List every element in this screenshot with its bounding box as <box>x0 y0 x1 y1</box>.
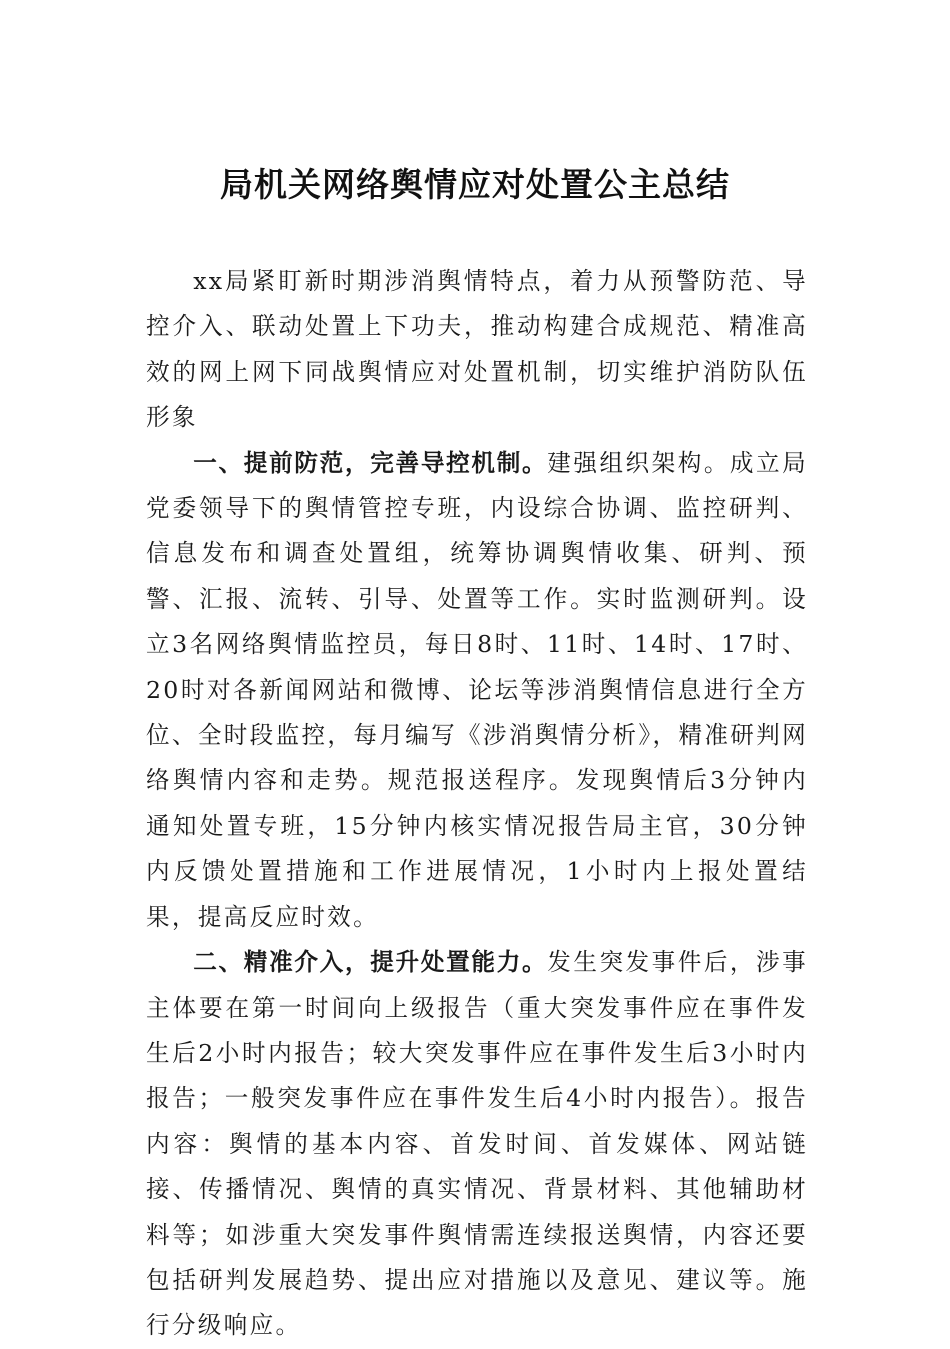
section-2-paragraph <box>146 940 808 1349</box>
section-1-paragraph <box>146 441 808 940</box>
document-body <box>146 259 808 1349</box>
section-1-body: 建强组织架构。成立局党委领导下的舆情管控专班，内设综合协调、监控研判、信息发布和调查处置组，统筹协调舆情收集、研判、预警、汇报、流转、引导、处置等工作。实时监测研判。设立3名网络舆情监控员，每日8时、11时、14时、17时、20时对各新闻网站和微博、论坛等涉消舆情信息进行全方位、全时段监控，每月编写《涉消舆情分析》，精准研判网络舆情内容和走势。规范报送程序。发现舆情后3分钟内通知处置专班，15分钟内核实情况报告局主官，30分钟内反馈处置措施和工作进展情况，1小时内上报处置结果，提高反应时效。 <box>146 448 809 931</box>
document-title: 局机关网络舆情应对处置公主总结 <box>220 165 730 204</box>
section-1-heading: 一、提前防范，完善导控机制。 <box>193 448 548 477</box>
section-2-heading: 二、精准介入，提升处置能力。 <box>193 948 548 977</box>
section-2-body: 发生突发事件后，涉事主体要在第一时间向上级报告（重大突发事件应在事件发生后2小时内报告；较大突发事件应在事件发生后3小时内报告；一般突发事件应在事件发生后4小时内报告）。报告内容：舆情的基本内容、首发时间、首发媒体、网站链接、传播情况、舆情的真实情况、背景材料、其他辅助材料等；如涉重大突发事件舆情需连续报送舆情，内容还要包括研判发展趋势、提出应对措施以及意见、建议等。施行分级响应。 <box>146 948 809 1340</box>
intro-paragraph: xx局紧盯新时期涉消舆情特点，着力从预警防范、导控介入、联动处置上下功夫，推动构建合成规范、精准高效的网上网下同战舆情应对处置机制，切实维护消防队伍形象 <box>146 267 808 432</box>
